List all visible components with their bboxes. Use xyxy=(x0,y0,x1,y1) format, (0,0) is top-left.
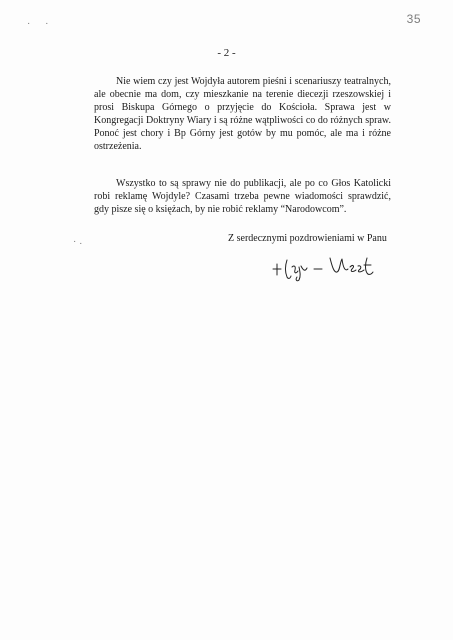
paragraph-2: Wszystko to są sprawy nie do publikacji, ale po co Głos Katolicki robi reklamę Wojdyle? Czasami trzeba pewne wiadomości sprawdzić, gdy pisze się o księżach, by nie robić reklamy “Narodowcom”. xyxy=(94,178,391,215)
paragraph-1: Nie wiem czy jest Wojdyła autorem pieśni i scenariuszy teatralnych, ale obecnie ma dom, czy mieszkanie na terenie diecezji rzeszowskiej i prosi Biskupa Górnego o przyjęcie do Kościoła. Sprawa jest w Kongregacji Doktryny Wiary i są różne wątpliwości co do różnych spraw. Ponoć jest chory i Bp Górny jest gotów by mu pomóc, ale ma i różne ostrzeżenia. xyxy=(94,76,391,152)
closing-salutation: Z serdecznymi pozdrowieniami w Panu xyxy=(228,233,387,244)
archive-number: 35 xyxy=(406,12,421,26)
scan-speck-top: · · xyxy=(27,18,55,29)
scan-speck-left: ·. xyxy=(73,236,86,247)
handwritten-signature xyxy=(270,252,375,284)
page-number: - 2 - xyxy=(217,47,236,59)
